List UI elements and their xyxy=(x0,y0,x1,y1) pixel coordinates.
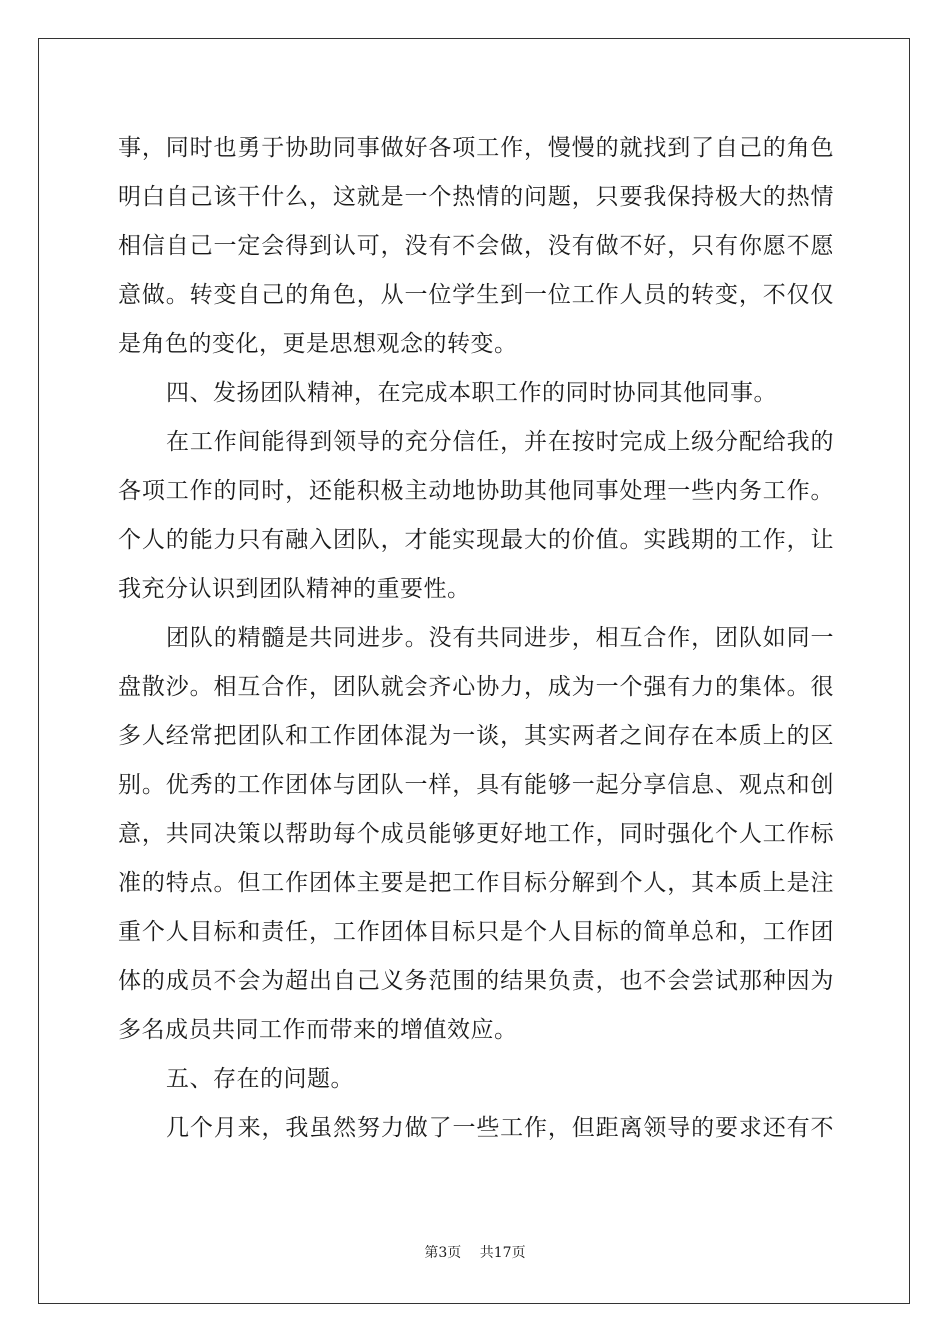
text-line: 准的特点。但工作团体主要是把工作目标分解到个人，其本质上是注 xyxy=(118,870,834,896)
text-line: 多人经常把团队和工作团体混为一谈，其实两者之间存在本质上的区 xyxy=(118,723,834,749)
text-line: 相信自己一定会得到认可，没有不会做，没有做不好，只有你愿不愿 xyxy=(118,233,834,259)
text-line: 在工作间能得到领导的充分信任，并在按时完成上级分配给我的 xyxy=(166,429,834,455)
page-number: 第3页 xyxy=(424,1245,462,1261)
text-line: 明白自己该干什么，这就是一个热情的问题，只要我保持极大的热情 xyxy=(118,184,834,210)
text-line: 意做。转变自己的角色，从一位学生到一位工作人员的转变，不仅仅 xyxy=(118,282,834,308)
text-line: 意，共同决策以帮助每个成员能够更好地工作，同时强化个人工作标 xyxy=(118,821,834,847)
text-line: 体的成员不会为超出自己义务范围的结果负责，也不会尝试那种因为 xyxy=(118,968,834,994)
text-line: 各项工作的同时，还能积极主动地协助其他同事处理一些内务工作。 xyxy=(118,478,834,504)
page-total: 共17页 xyxy=(479,1245,526,1261)
document-body xyxy=(118,124,834,1153)
text-line: 四、发扬团队精神，在完成本职工作的同时协同其他同事。 xyxy=(166,380,777,406)
text-line: 是角色的变化，更是思想观念的转变。 xyxy=(118,331,518,357)
text-line: 别。优秀的工作团体与团队一样，具有能够一起分享信息、观点和创 xyxy=(118,772,834,798)
text-line: 重个人目标和责任，工作团体目标只是个人目标的简单总和，工作团 xyxy=(118,919,834,945)
text-line: 我充分认识到团队精神的重要性。 xyxy=(118,576,471,602)
text-line: 盘散沙。相互合作，团队就会齐心协力，成为一个强有力的集体。很 xyxy=(118,674,834,700)
text-line: 事，同时也勇于协助同事做好各项工作，慢慢的就找到了自己的角色 xyxy=(118,135,834,161)
text-line: 个人的能力只有融入团队，才能实现最大的价值。实践期的工作，让 xyxy=(118,527,834,553)
text-line: 几个月来，我虽然努力做了一些工作，但距离领导的要求还有不 xyxy=(166,1115,834,1141)
text-line: 五、存在的问题。 xyxy=(166,1066,354,1092)
text-line: 团队的精髓是共同进步。没有共同进步，相互合作，团队如同一 xyxy=(166,625,834,651)
page-footer xyxy=(0,1242,950,1262)
text-line: 多名成员共同工作而带来的增值效应。 xyxy=(118,1017,518,1043)
